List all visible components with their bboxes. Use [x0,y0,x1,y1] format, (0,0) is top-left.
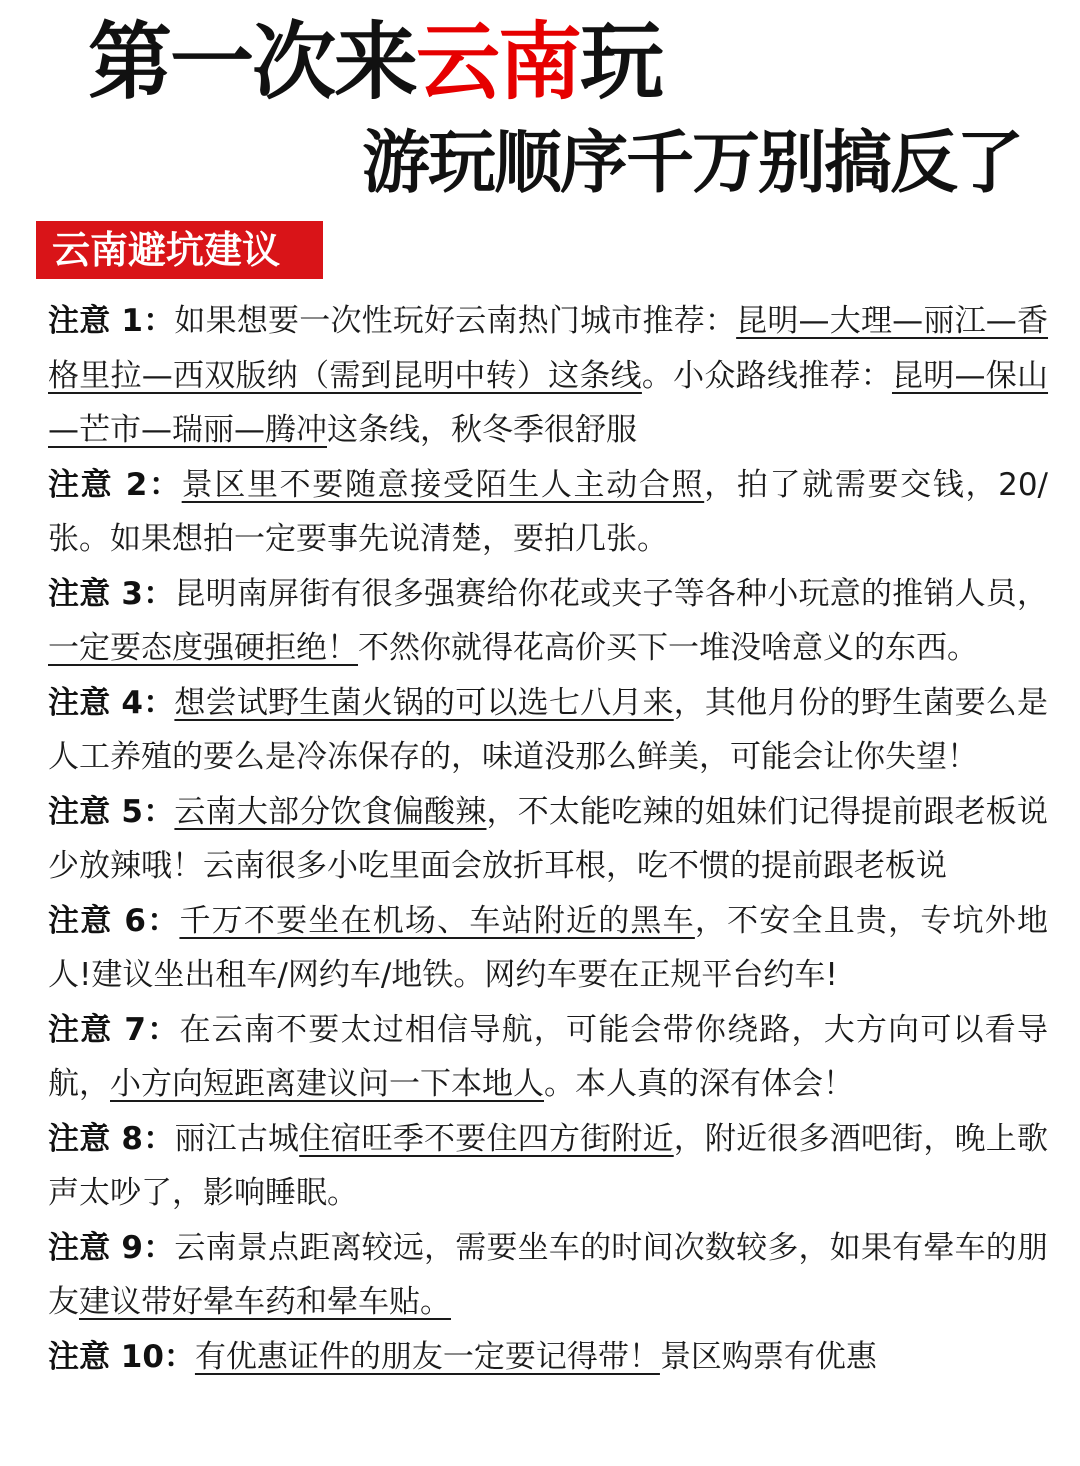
note-item [48,1003,1048,1112]
title-highlight: 云南 [416,13,581,111]
note-text-underlined: 想尝试野生菌火锅的可以选七八月来 [174,684,674,721]
note-text-underlined: 建议带好晕车药和晕车贴。 [79,1284,451,1320]
note-text: 。本人真的深有体会！ [544,1066,854,1102]
note-label: 注意 3： [48,575,175,612]
note-label: 注意 1： [48,303,175,339]
note-text-underlined: 小方向短距离建议问一下本地人 [110,1066,544,1102]
note-text: ，拍了就需要交钱，20/张。如果想拍一定要事先说清楚，要拍几张。 [48,466,1048,557]
note-item [48,1330,1048,1385]
note-text-underlined: 一定要态度强硬拒绝！ [48,630,358,666]
section-tag: 云南避坑建议 [36,221,323,279]
note-text: 在云南不要太过相信导航，可能会带你绕路，大方向可以看导航， [48,1011,1048,1102]
note-item [48,676,1048,785]
note-text: ，不太能吃辣的姐妹们记得提前跟老板说少放辣哦！云南很多小吃里面会放折耳根，吃不惯的提前跟老板说 [48,793,1049,884]
note-text: 这条线，秋冬季很舒服 [327,412,637,448]
note-item [48,894,1048,1003]
note-text: 景区购票有优惠 [659,1338,877,1375]
note-text: 昆明南屏街有很多强赛给你花或夹子等各种小玩意的推销人员， [174,575,1048,612]
note-label: 注意 8： [48,1120,175,1157]
note-text: ，不安全且贵，专坑外地人!建议坐出租车/网约车/地铁。网约车要在正规平台约车! [48,902,1048,993]
note-text: 丽江古城 [174,1120,300,1157]
note-label: 注意 9： [48,1229,175,1266]
note-text-underlined: 昆明—保山—芒市—瑞丽—腾冲 [48,357,1049,448]
notes-list [48,294,1048,1384]
page-title [88,14,662,110]
note-text: ，其他月份的野生菌要么是人工养殖的要么是冷冻保存的，味道没那么鲜美，可能会让你失望！ [48,684,1048,775]
note-text-underlined: 景区里不要随意接受陌生人主动合照 [181,466,705,503]
note-item [48,458,1048,567]
note-item [48,294,1048,458]
title-part3: 玩 [580,13,663,111]
note-label: 注意 5： [48,793,175,830]
note-label: 注意 7： [48,1011,180,1048]
note-text: 云南景点距离较远，需要坐车的时间次数较多，如果有晕车的朋友 [48,1229,1048,1320]
note-text: 如果想要一次性玩好云南热门城市推荐： [174,303,737,339]
note-text-underlined: 昆明—大理—丽江—香格里拉—西双版纳（需到昆明中转）这条线 [48,303,1049,394]
note-label: 注意 4： [48,684,175,721]
note-text-underlined: 云南大部分饮食偏酸辣 [174,793,487,830]
note-item [48,1221,1048,1330]
note-text-underlined: 千万不要坐在机场、车站附近的黑车 [179,902,695,939]
note-text-underlined: 住宿旺季不要住四方街附近 [299,1120,674,1157]
page-subtitle: 游玩顺序千万别搞反了 [362,124,1023,203]
note-label: 注意 10： [48,1338,195,1375]
note-label: 注意 2： [48,466,182,503]
note-item [48,567,1048,676]
note-item [48,785,1048,894]
note-label: 注意 6： [48,902,180,939]
note-text: ，附近很多酒吧街，晚上歌声太吵了，影响睡眠。 [48,1120,1048,1211]
note-text: 。小众路线推荐： [641,357,892,394]
note-item [48,1112,1048,1221]
title-part1: 第一次来 [88,13,417,111]
note-text: 不然你就得花高价买下一堆没啥意义的东西。 [358,630,978,666]
note-text-underlined: 有优惠证件的朋友一定要记得带！ [194,1338,660,1375]
